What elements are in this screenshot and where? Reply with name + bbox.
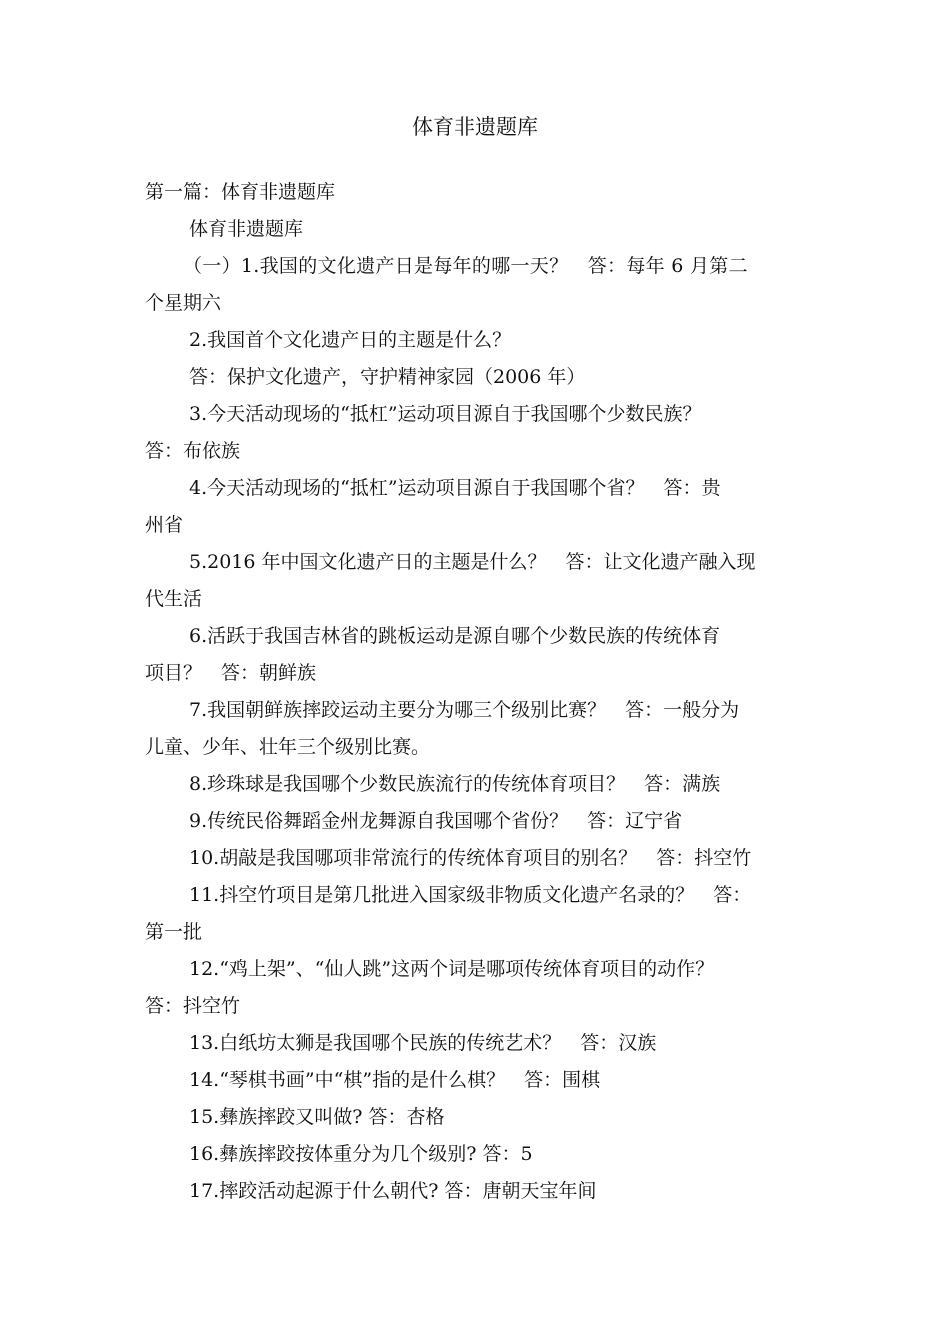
paragraph-line: 儿童、少年、壮年三个级别比赛。	[145, 736, 431, 758]
paragraph-line: 3.今天活动现场的“抵杠”运动项目源自于我国哪个少数民族？	[189, 403, 702, 425]
paragraph-line: 10.胡敲是我国哪项非常流行的传统体育项目的别名？ 答：抖空竹	[189, 847, 752, 869]
paragraph-line: 7.我国朝鲜族摔跤运动主要分为哪三个级别比赛？ 答：一般分为	[189, 699, 740, 721]
paragraph-line: 4.今天活动现场的“抵杠”运动项目源自于我国哪个省？ 答：贵	[189, 477, 721, 499]
paragraph-line: 2.我国首个文化遗产日的主题是什么？	[189, 329, 512, 351]
paragraph-line: 州省	[145, 514, 184, 536]
paragraph-line: 15.彝族摔跤又叫做? 答：杏格	[189, 1106, 445, 1128]
section-heading: 第一篇：体育非遗题库	[145, 181, 336, 203]
paragraph-line: 17.摔跤活动起源于什么朝代? 答：唐朝天宝年间	[189, 1180, 597, 1202]
paragraph-line: 项目？ 答：朝鲜族	[145, 662, 317, 684]
document-title: 体育非遗题库	[412, 115, 538, 139]
document-body	[145, 174, 813, 1210]
paragraph-line: 第一批	[145, 921, 203, 943]
paragraph-line: 14.“琴棋书画”中“棋”指的是什么棋？ 答：围棋	[189, 1069, 601, 1091]
paragraph-line: 16.彝族摔跤按体重分为几个级别? 答：5	[189, 1143, 533, 1165]
paragraph-line: 8.珍珠球是我国哪个少数民族流行的传统体育项目？ 答：满族	[189, 773, 721, 795]
paragraph-line: 个星期六	[145, 292, 222, 314]
paragraph-line: 11.抖空竹项目是第几批进入国家级非物质文化遗产名录的？ 答：	[189, 884, 752, 906]
paragraph-line: 6.活跃于我国吉林省的跳板运动是源自哪个少数民族的传统体育	[189, 625, 721, 647]
paragraph-line: 12.“鸡上架”、“仙人跳”这两个词是哪项传统体育项目的动作？	[189, 958, 715, 980]
paragraph-line: 5.2016 年中国文化遗产日的主题是什么？ 答：让文化遗产融入现	[189, 551, 756, 573]
paragraph-line: 13.白纸坊太狮是我国哪个民族的传统艺术？ 答：汉族	[189, 1032, 657, 1054]
subsection-heading: 体育非遗题库	[189, 218, 304, 240]
paragraph-line: 答：抖空竹	[145, 995, 241, 1017]
paragraph-line: 答：保护文化遗产，守护精神家园（2006 年）	[189, 366, 586, 388]
paragraph-line: 答：布依族	[145, 440, 241, 462]
paragraph-line: 9.传统民俗舞蹈金州龙舞源自我国哪个省份？ 答：辽宁省	[189, 810, 683, 832]
paragraph-line: 代生活	[145, 588, 203, 610]
paragraph-line: （一）1.我国的文化遗产日是每年的哪一天？ 答：每年 6 月第二	[183, 255, 748, 277]
